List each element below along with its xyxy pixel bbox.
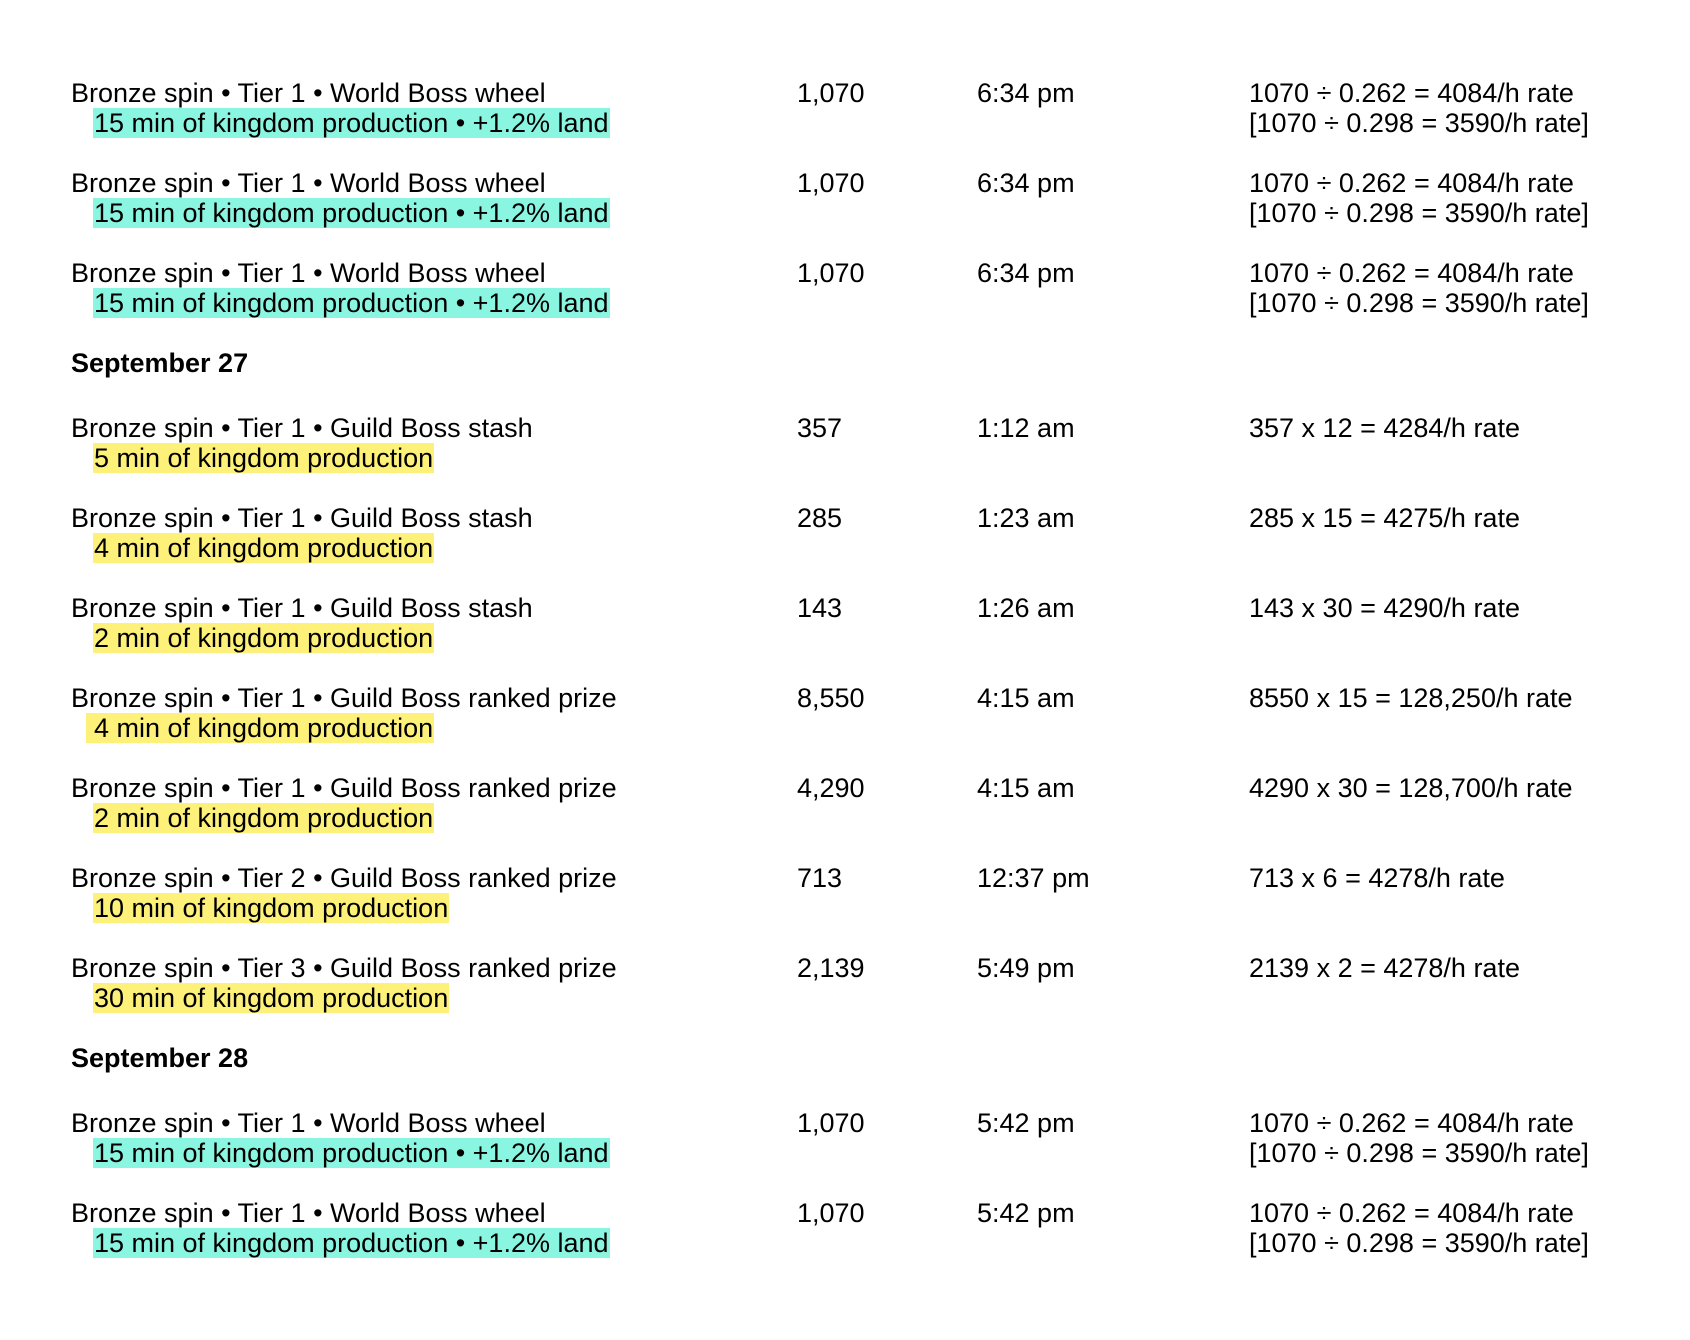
production-note-highlight: 15 min of kingdom production • +1.2% land	[94, 198, 609, 228]
spin-time: 12:37 pm	[977, 863, 1090, 893]
spin-time: 5:42 pm	[977, 1198, 1075, 1228]
rate-calculation	[1249, 593, 1520, 623]
production-note-highlight: 5 min of kingdom production	[94, 443, 434, 473]
spin-log	[71, 78, 1671, 1288]
spin-title: Bronze spin • Tier 1 • World Boss wheel	[71, 78, 546, 108]
rate-calculation	[1249, 413, 1520, 443]
production-note-highlight: 4 min of kingdom production	[86, 713, 434, 743]
rate-calculation	[1249, 1198, 1589, 1258]
rate-calculation	[1249, 258, 1589, 318]
rate-formula: 713 x 6 = 4278/h rate	[1249, 863, 1505, 893]
production-note-highlight: 15 min of kingdom production • +1.2% land	[94, 1138, 609, 1168]
spin-title: Bronze spin • Tier 1 • Guild Boss stash	[71, 593, 533, 623]
reward-amount: 713	[797, 863, 843, 893]
rate-formula: 1070 ÷ 0.262 = 4084/h rate	[1249, 168, 1574, 198]
rate-formula: 8550 x 15 = 128,250/h rate	[1249, 683, 1573, 713]
rate-calculation	[1249, 863, 1505, 893]
spin-entry	[71, 1198, 1671, 1288]
spin-title: Bronze spin • Tier 1 • Guild Boss ranked prize	[71, 683, 617, 713]
reward-amount: 1,070	[797, 258, 865, 288]
spin-entry	[71, 1108, 1671, 1198]
production-note-highlight: 15 min of kingdom production • +1.2% land	[94, 108, 609, 138]
spin-entry	[71, 413, 1671, 503]
rate-calculation	[1249, 683, 1573, 713]
spin-entry	[71, 773, 1671, 863]
rate-formula-alt: [1070 ÷ 0.298 = 3590/h rate]	[1249, 108, 1589, 138]
spin-title: Bronze spin • Tier 1 • Guild Boss stash	[71, 413, 533, 443]
date-heading	[71, 1043, 1671, 1108]
date-heading	[71, 348, 1671, 413]
rate-formula: 285 x 15 = 4275/h rate	[1249, 503, 1520, 533]
reward-amount: 1,070	[797, 78, 865, 108]
spin-title: Bronze spin • Tier 3 • Guild Boss ranked prize	[71, 953, 617, 983]
rate-formula: 357 x 12 = 4284/h rate	[1249, 413, 1520, 443]
reward-amount: 357	[797, 413, 843, 443]
production-note-highlight: 2 min of kingdom production	[94, 623, 434, 653]
reward-amount: 285	[797, 503, 843, 533]
spin-time: 4:15 am	[977, 773, 1075, 803]
rate-calculation	[1249, 1108, 1589, 1168]
spin-time: 6:34 pm	[977, 168, 1075, 198]
spin-title: Bronze spin • Tier 1 • World Boss wheel	[71, 168, 546, 198]
rate-calculation	[1249, 168, 1589, 228]
spin-title: Bronze spin • Tier 2 • Guild Boss ranked prize	[71, 863, 617, 893]
spin-time: 5:49 pm	[977, 953, 1075, 983]
rate-formula: 4290 x 30 = 128,700/h rate	[1249, 773, 1573, 803]
rate-formula: 1070 ÷ 0.262 = 4084/h rate	[1249, 258, 1574, 288]
spin-time: 1:26 am	[977, 593, 1075, 623]
rate-calculation	[1249, 773, 1573, 803]
spin-time: 6:34 pm	[977, 258, 1075, 288]
spin-title: Bronze spin • Tier 1 • Guild Boss stash	[71, 503, 533, 533]
reward-amount: 4,290	[797, 773, 865, 803]
date-heading-text: September 27	[71, 348, 249, 378]
reward-amount: 8,550	[797, 683, 865, 713]
reward-amount: 143	[797, 593, 843, 623]
rate-formula: 143 x 30 = 4290/h rate	[1249, 593, 1520, 623]
spin-time: 4:15 am	[977, 683, 1075, 713]
date-heading-text: September 28	[71, 1043, 249, 1073]
spin-time: 6:34 pm	[977, 78, 1075, 108]
spin-entry	[71, 863, 1671, 953]
production-note-highlight: 10 min of kingdom production	[94, 893, 449, 923]
production-note-highlight: 15 min of kingdom production • +1.2% land	[94, 288, 609, 318]
spin-entry	[71, 503, 1671, 593]
production-note-highlight: 2 min of kingdom production	[94, 803, 434, 833]
production-note-highlight: 30 min of kingdom production	[94, 983, 449, 1013]
rate-calculation	[1249, 78, 1589, 138]
reward-amount: 1,070	[797, 1108, 865, 1138]
spin-title: Bronze spin • Tier 1 • World Boss wheel	[71, 1198, 546, 1228]
spin-entry	[71, 78, 1671, 168]
production-note-highlight: 4 min of kingdom production	[94, 533, 434, 563]
rate-calculation	[1249, 953, 1520, 983]
rate-calculation	[1249, 503, 1520, 533]
reward-amount: 1,070	[797, 168, 865, 198]
spin-entry	[71, 953, 1671, 1043]
spin-entry	[71, 683, 1671, 773]
rate-formula: 1070 ÷ 0.262 = 4084/h rate	[1249, 1108, 1574, 1138]
rate-formula: 1070 ÷ 0.262 = 4084/h rate	[1249, 1198, 1574, 1228]
spin-entry	[71, 258, 1671, 348]
rate-formula: 1070 ÷ 0.262 = 4084/h rate	[1249, 78, 1574, 108]
spin-title: Bronze spin • Tier 1 • World Boss wheel	[71, 1108, 546, 1138]
spin-time: 1:12 am	[977, 413, 1075, 443]
spin-time: 5:42 pm	[977, 1108, 1075, 1138]
spin-entry	[71, 168, 1671, 258]
rate-formula-alt: [1070 ÷ 0.298 = 3590/h rate]	[1249, 198, 1589, 228]
rate-formula-alt: [1070 ÷ 0.298 = 3590/h rate]	[1249, 288, 1589, 318]
spin-entry	[71, 593, 1671, 683]
spin-time: 1:23 am	[977, 503, 1075, 533]
rate-formula-alt: [1070 ÷ 0.298 = 3590/h rate]	[1249, 1228, 1589, 1258]
reward-amount: 1,070	[797, 1198, 865, 1228]
spin-title: Bronze spin • Tier 1 • World Boss wheel	[71, 258, 546, 288]
production-note-highlight: 15 min of kingdom production • +1.2% land	[94, 1228, 609, 1258]
reward-amount: 2,139	[797, 953, 865, 983]
spin-title: Bronze spin • Tier 1 • Guild Boss ranked prize	[71, 773, 617, 803]
rate-formula-alt: [1070 ÷ 0.298 = 3590/h rate]	[1249, 1138, 1589, 1168]
rate-formula: 2139 x 2 = 4278/h rate	[1249, 953, 1520, 983]
